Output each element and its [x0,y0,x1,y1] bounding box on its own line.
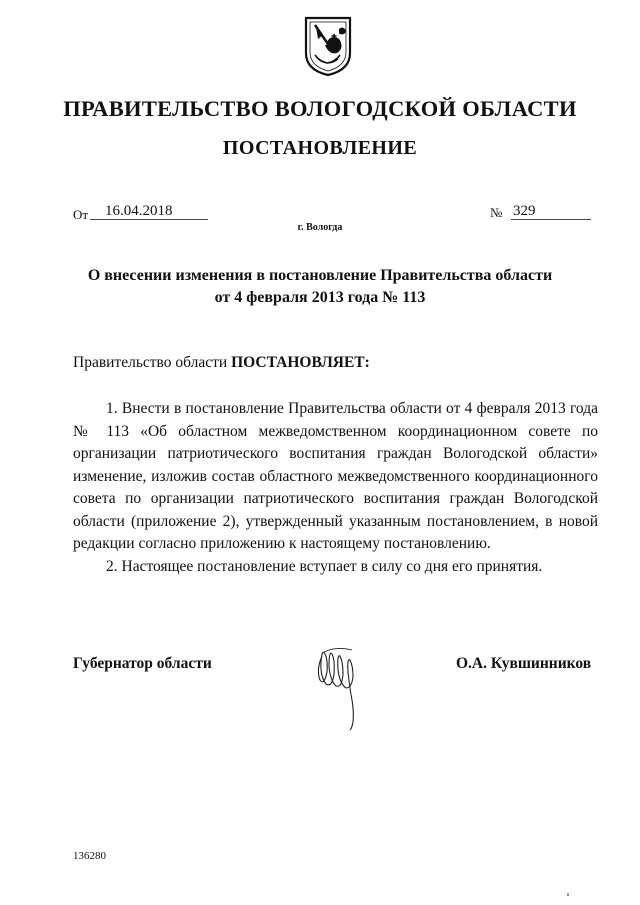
document-number: 329 [511,203,591,220]
signer-name: О.А. Кувшинников [456,655,592,672]
document-subject [60,265,580,309]
body-paragraph-2: 2. Настоящее постановление вступает в силу со дня его принятия. [106,557,543,575]
coat-of-arms-icon [303,15,353,77]
subject-line-2: от 4 февраля 2013 года № 113 [214,289,426,306]
number-label: № [490,205,503,220]
scan-speck [567,893,569,896]
organization-title: ПРАВИТЕЛЬСТВО ВОЛОГОДСКОЙ ОБЛАСТИ [63,96,577,121]
body-paragraph-1: 1. Внести в постановление Правительства области от 4 февраля 2013 года № 113 «Об областном межведомственном координационном совете по организации патриотического воспитания граждан Вологодской области» изменение, изложив состав областного межведомственного координационного совета по организации патриотического воспитания граждан Вологодской области (приложение 2), утвержденный указанным постановлением, в новой редакции согласно приложению к настоящему постановлению. [73,400,598,552]
subject-line-1: О внесении изменения в постановление Правительства области [87,267,553,284]
decree-prefix: Правительство области [73,354,232,371]
decree-keyword: ПОСТАНОВЛЯЕТ: [231,354,370,371]
date-label: От [73,207,89,222]
document-type-heading: ПОСТАНОВЛЕНИЕ [222,137,418,159]
signer-position: Губернатор области [73,655,212,672]
footer-document-id: 136280 [73,850,106,862]
document-body [73,398,598,578]
city-label: г. Вологда [297,222,343,233]
document-date: 16.04.2018 [90,203,208,220]
handwritten-signature [312,640,364,732]
decree-line [73,354,370,372]
